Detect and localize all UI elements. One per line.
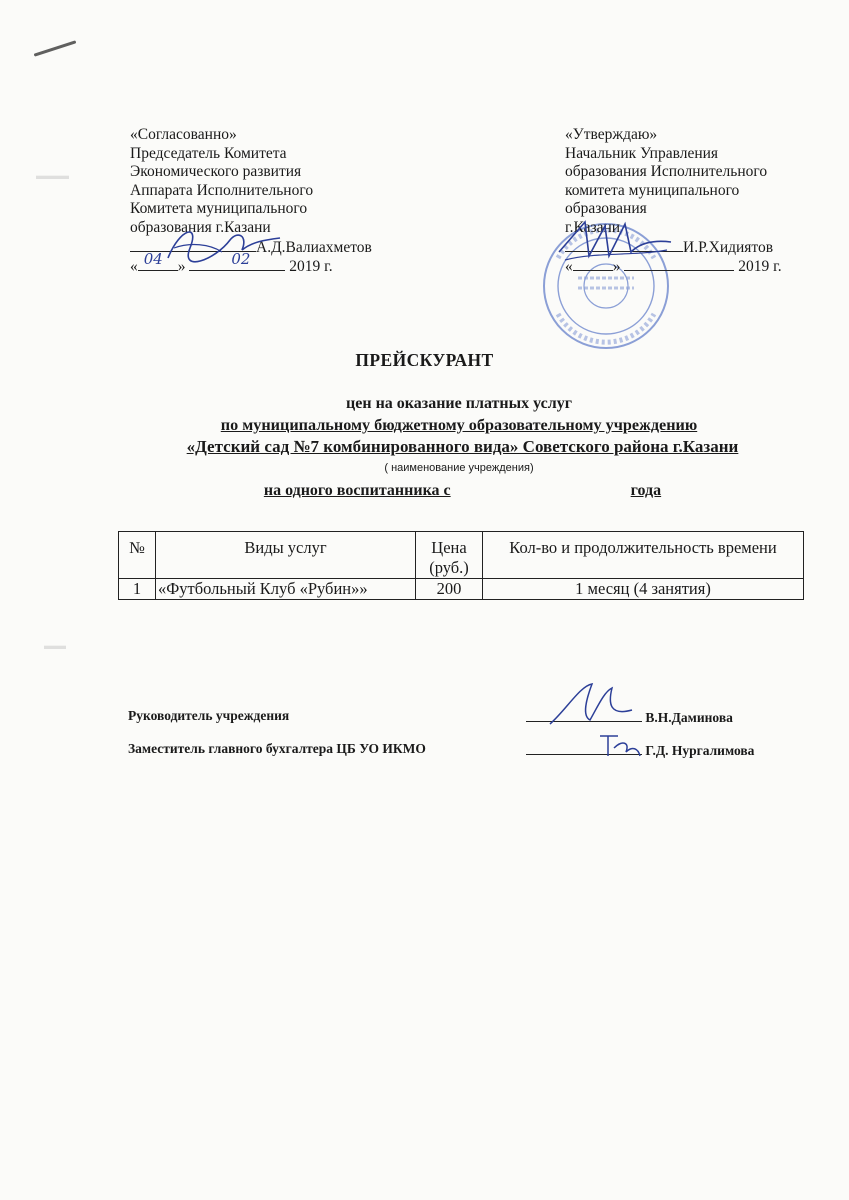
bleed-through-mark: ▬▬ bbox=[44, 640, 66, 652]
table-header-row bbox=[119, 532, 804, 579]
agreed-year: 2019 г. bbox=[289, 258, 333, 276]
agreed-line: Председатель Комитета bbox=[130, 144, 287, 162]
deputy-name: Г.Д. Нургалимова bbox=[645, 743, 755, 758]
handwritten-day: 04 bbox=[143, 250, 163, 269]
table-header: № bbox=[119, 532, 156, 579]
doc-title: ПРЕЙСКУРАНТ bbox=[355, 350, 494, 370]
agreed-block bbox=[130, 126, 372, 277]
scan-mark bbox=[34, 40, 77, 56]
per-child-text: на одного воспитанника с bbox=[263, 482, 451, 499]
row-quantity: 1 месяц (4 занятия) bbox=[483, 579, 804, 600]
handwritten-signature-right bbox=[555, 212, 675, 268]
approve-signer: И.Р.Хидиятов bbox=[683, 238, 774, 256]
agreed-line: образования г.Казани bbox=[130, 218, 271, 236]
bleed-through-mark: ▬▬▬ bbox=[36, 170, 69, 182]
agreed-line: Комитета муниципального bbox=[130, 200, 308, 218]
agreed-line: Аппарата Исполнительного bbox=[130, 181, 314, 199]
table-row bbox=[119, 579, 804, 600]
approve-year: 2019 г. bbox=[738, 258, 782, 276]
agreed-label: «Согласованно» bbox=[130, 126, 237, 143]
agreed-line: Экономического развития bbox=[130, 163, 302, 181]
doc-institution-name: «Детский сад №7 комбинированного вида» Советского района г.Казани bbox=[186, 437, 739, 456]
deputy-label: Заместитель главного бухгалтера ЦБ УО ИКМО bbox=[128, 741, 426, 756]
doc-subtitle: цен на оказание платных услуг bbox=[346, 395, 572, 412]
head-label: Руководитель учреждения bbox=[128, 708, 290, 723]
table-header: Цена (руб.) bbox=[416, 532, 483, 579]
agreed-signer: А.Д.Валиахметов bbox=[256, 238, 372, 256]
approve-line: г.Казани bbox=[565, 218, 621, 236]
price-table bbox=[118, 531, 804, 600]
approve-line: Начальник Управления bbox=[565, 144, 719, 162]
doc-note: ( наименование учреждения) bbox=[384, 462, 534, 474]
table-header: Виды услуг bbox=[156, 532, 416, 579]
head-name: В.Н.Даминова bbox=[645, 710, 733, 725]
handwritten-signature-head bbox=[546, 680, 636, 728]
handwritten-signature-left bbox=[160, 218, 290, 268]
quote-open: « bbox=[130, 258, 138, 276]
approve-line: комитета муниципального bbox=[565, 181, 740, 199]
doc-per-child-line bbox=[0, 482, 849, 500]
approve-block bbox=[565, 126, 782, 277]
quote-close: » bbox=[612, 258, 621, 276]
handwritten-signature-deputy bbox=[596, 728, 646, 764]
year-text: года bbox=[630, 482, 662, 499]
row-price: 200 bbox=[416, 579, 483, 600]
doc-institution-line: по муниципальному бюджетному образовательному учреждению bbox=[220, 416, 698, 434]
table-header: Кол-во и продолжительность времени bbox=[483, 532, 804, 579]
handwritten-month: 02 bbox=[231, 250, 251, 269]
quote-open: « bbox=[565, 258, 573, 276]
approve-line: образования Исполнительного bbox=[565, 163, 768, 181]
row-service: «Футбольный Клуб «Рубин»» bbox=[156, 579, 416, 600]
row-number: 1 bbox=[119, 579, 156, 600]
quote-close: » bbox=[177, 258, 186, 276]
approve-label: «Утверждаю» bbox=[565, 126, 658, 143]
approve-line: образования bbox=[565, 200, 647, 218]
